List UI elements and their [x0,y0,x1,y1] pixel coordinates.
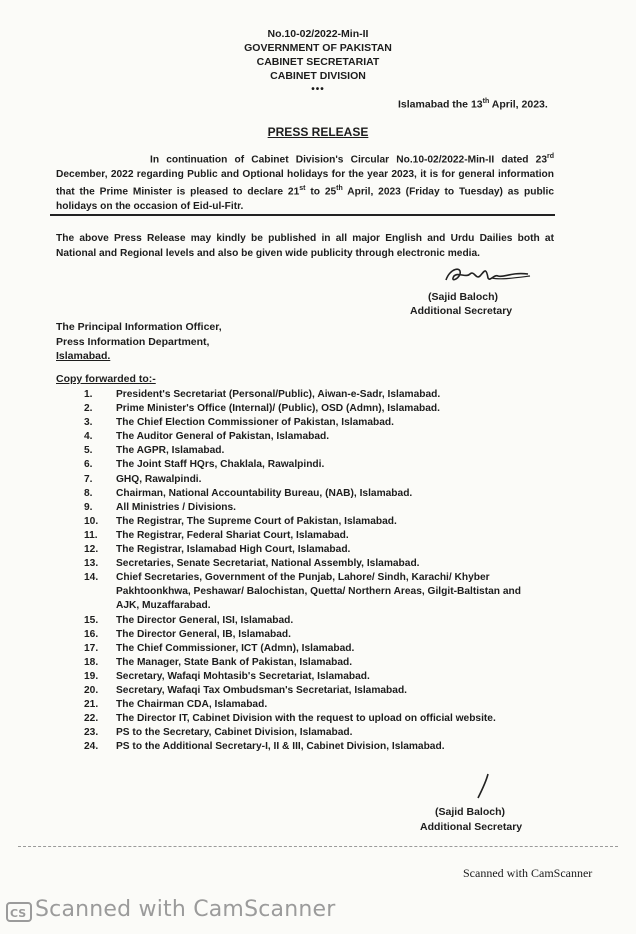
list-item-text: The Registrar, Federal Shariat Court, Islamabad. [116,529,349,541]
list-item-text: The Director IT, Cabinet Division with the request to upload on official website. [116,713,496,725]
list-item-number: 21. [84,699,99,711]
list-item-text: Prime Minister's Office (Internal)/ (Public), OSD (Admn), Islamabad. [116,403,440,415]
list-item [56,726,566,740]
list-item-number: 4. [84,431,93,443]
list-item-number: 19. [84,670,99,682]
list-item-number: 20. [84,684,99,696]
list-item-text: The Director General, ISI, Islamabad. [116,614,294,626]
list-item [56,501,566,515]
list-item-text: The Registrar, Islamabad High Court, Islamabad. [116,544,351,556]
list-item-text: PS to the Additional Secretary-I, II & III, Cabinet Division, Islamabad. [116,741,445,753]
list-item [56,684,566,698]
list-item [56,614,566,628]
list-item [56,515,566,529]
list-item [56,458,566,472]
list-item-number: 15. [84,614,99,626]
list-item-number: 23. [84,727,99,739]
list-item-text: Chief Secretaries, Government of the Punjab, Lahore/ Sindh, Karachi/ Khyber Pakhtoonkhwa, Peshawar/ Balochistan, Quetta/ Northern Areas, Gilgit-Baltistan and AJK, Muzaffarabad. [116,572,521,612]
secretariat-heading: CABINET SECRETARIAT [256,56,380,68]
list-item-number: 2. [84,403,93,415]
signatory-name: (Sajid Baloch) [428,291,499,303]
footer-divider [18,846,618,847]
signatory-designation: Additional Secretary [420,821,523,833]
divider-line [50,214,555,216]
list-item [56,430,566,444]
list-item [56,557,566,571]
list-item-text: The Auditor General of Pakistan, Islamabad. [116,431,330,443]
date-line: Islamabad the 13th April, 2023. [398,98,548,111]
list-item [56,628,566,642]
copy-forwarded-heading: Copy forwarded to:- [56,373,156,385]
list-item-text: Secretary, Wafaqi Tax Ombudsman's Secretariat, Islamabad. [116,684,407,696]
list-item [56,543,566,557]
page-title: PRESS RELEASE [267,125,369,139]
list-item-text: The Registrar, The Supreme Court of Pakistan, Islamabad. [116,515,397,527]
list-item-number: 17. [84,642,99,654]
initials-scrawl-icon [474,772,494,800]
list-item [56,571,566,613]
division-heading: CABINET DIVISION [270,70,366,82]
recipients-list [56,388,566,754]
list-item [56,712,566,726]
list-item-text: GHQ, Rawalpindi. [116,473,202,485]
list-item-number: 18. [84,656,99,668]
list-item-number: 6. [84,459,93,471]
list-item [56,388,566,402]
list-item-number: 13. [84,558,99,570]
list-item-text: PS to the Secretary, Cabinet Division, Islamabad. [116,727,353,739]
header-dots: ••• [311,84,325,95]
scanner-watermark-large: Scanned with CamScanner [35,897,336,922]
list-item [56,698,566,712]
list-item-text: The Chief Commissioner, ICT (Admn), Islamabad. [116,642,355,654]
list-item-text: The Director General, IB, Islamabad. [116,628,291,640]
list-item-number: 10. [84,515,99,527]
signatory-designation: Additional Secretary [410,305,513,317]
signatory-name: (Sajid Baloch) [435,806,506,818]
list-item [56,740,566,754]
list-item-number: 22. [84,713,99,725]
list-item-text: All Ministries / Divisions. [116,501,237,513]
list-item-number: 14. [84,572,99,584]
addressee-line: Press Information Department, [56,336,210,348]
list-item-text: The Chief Election Commissioner of Pakistan, Islamabad. [116,417,394,429]
list-item [56,416,566,430]
list-item-text: The Manager, State Bank of Pakistan, Islamabad. [116,656,353,668]
list-item-number: 3. [84,417,93,429]
list-item [56,444,566,458]
list-item [56,473,566,487]
signature-scrawl-icon [440,262,532,288]
list-item-number: 7. [84,473,93,485]
publication-request-paragraph: The above Press Release may kindly be published in all major English and Urdu Dailies both at National and Regional levels and also be given wide publicity through electronic media. [56,233,554,259]
list-item-number: 5. [84,445,93,457]
list-item [56,670,566,684]
list-item-text: President's Secretariat (Personal/Public), Aiwan-e-Sadr, Islamabad. [116,389,441,400]
addressee-line: Islamabad. [56,350,111,362]
scanner-watermark-small: Scanned with CamScanner [463,866,593,880]
list-item-number: 24. [84,741,99,753]
list-item [56,487,566,501]
list-item-text: The Chairman CDA, Islamabad. [116,699,268,711]
list-item-text: The AGPR, Islamabad. [116,445,225,457]
addressee-line: The Principal Information Officer, [56,321,222,333]
list-item-text: The Joint Staff HQrs, Chaklala, Rawalpindi. [116,459,325,471]
list-item [56,642,566,656]
circular-paragraph: In continuation of Cabinet Division's Circular No.10-02/2022-Min-II dated 23rd December, 2022 regarding Public and Optional holidays for the year 2023, it is for general information that the Prime Minister is pleased to declare 21st to 25th April, 2023 (Friday to Tuesday) as public holidays on the occasion of Eid-ul-Fitr. [56,153,554,213]
list-item-number: 12. [84,544,99,556]
government-heading: GOVERNMENT OF PAKISTAN [244,42,392,54]
list-item-number: 1. [84,389,93,400]
svg-text:CS: CS [10,907,27,920]
list-item [56,656,566,670]
list-item-number: 9. [84,501,93,513]
list-item-number: 11. [84,529,98,541]
list-item-text: Secretaries, Senate Secretariat, National Assembly, Islamabad. [116,558,420,570]
list-item-text: Secretary, Wafaqi Mohtasib's Secretariat, Islamabad. [116,670,370,682]
list-item [56,402,566,416]
list-item-number: 16. [84,628,99,640]
list-item-text: Chairman, National Accountability Bureau, (NAB), Islamabad. [116,487,413,499]
list-item-number: 8. [84,487,93,499]
list-item [56,529,566,543]
camscanner-logo-icon [6,902,32,922]
reference-number: No.10-02/2022-Min-II [267,28,369,40]
